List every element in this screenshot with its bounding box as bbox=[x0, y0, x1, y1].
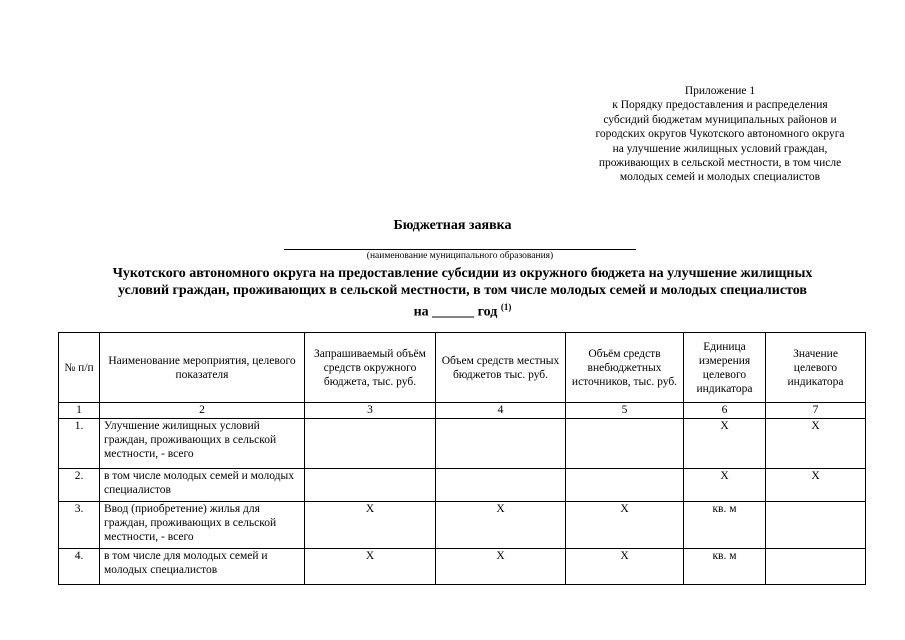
column-number: 6 bbox=[684, 403, 766, 419]
row-extrabudgetary bbox=[566, 419, 684, 469]
column-number-row bbox=[59, 403, 866, 419]
header-unit: Единица измерения целевого индикатора bbox=[684, 333, 766, 403]
appendix-block bbox=[560, 84, 880, 185]
header-name: Наименование мероприятия, целевого показателя bbox=[100, 333, 305, 403]
row-regional-budget: X bbox=[305, 549, 436, 585]
appendix-line: субсидий бюджетам муниципальных районов и bbox=[603, 113, 837, 126]
heading-year-text: на ______ год bbox=[413, 304, 498, 320]
table-row bbox=[59, 502, 866, 549]
row-local-budget bbox=[436, 469, 566, 502]
row-extrabudgetary: X bbox=[566, 502, 684, 549]
row-regional-budget: X bbox=[305, 502, 436, 549]
header-local-budget: Объем средств местных бюджетов тыс. руб. bbox=[436, 333, 566, 403]
row-value: X bbox=[766, 419, 866, 469]
table-row bbox=[59, 549, 866, 585]
row-name: в том числе молодых семей и молодых специалистов bbox=[100, 469, 305, 502]
row-num: 4. bbox=[59, 549, 100, 585]
appendix-line: проживающих в сельской местности, в том числе bbox=[598, 157, 842, 170]
row-unit: X bbox=[684, 419, 766, 469]
row-num: 3. bbox=[59, 502, 100, 549]
row-local-budget: X bbox=[436, 549, 566, 585]
heading-line: Чукотского автономного округа на предоставление субсидии из окружного бюджета на улучшение жилищных bbox=[112, 266, 813, 281]
column-number: 3 bbox=[305, 403, 436, 419]
row-local-budget bbox=[436, 419, 566, 469]
heading-line-year bbox=[40, 299, 885, 321]
row-local-budget: X bbox=[436, 502, 566, 549]
header-extrabudgetary: Объём средств внебюджетных источников, тыс. руб. bbox=[566, 333, 684, 403]
header-value: Значение целевого индикатора bbox=[766, 333, 866, 403]
appendix-line: Приложение 1 bbox=[684, 85, 756, 97]
municipality-underline bbox=[284, 249, 636, 250]
row-unit: X bbox=[684, 469, 766, 502]
row-extrabudgetary: X bbox=[566, 549, 684, 585]
row-name: Ввод (приобретение) жилья для граждан, проживающих в сельской местности, - всего bbox=[100, 502, 305, 549]
row-name: в том числе для молодых семей и молодых специалистов bbox=[100, 549, 305, 585]
row-unit: кв. м bbox=[684, 502, 766, 549]
row-value bbox=[766, 549, 866, 585]
row-value: X bbox=[766, 469, 866, 502]
municipality-caption: (наименование муниципального образования) bbox=[366, 251, 554, 261]
row-unit: кв. м bbox=[684, 549, 766, 585]
table-row bbox=[59, 469, 866, 502]
column-number: 5 bbox=[566, 403, 684, 419]
table-header-row bbox=[59, 333, 866, 403]
document-heading bbox=[40, 265, 885, 321]
row-name: Улучшение жилищных условий граждан, проживающих в сельской местности, - всего bbox=[100, 419, 305, 469]
appendix-line: на улучшение жилищных условий граждан, bbox=[612, 142, 828, 155]
row-value bbox=[766, 502, 866, 549]
appendix-line: к Порядку предоставления и распределения bbox=[612, 99, 828, 112]
header-num: № п/п bbox=[59, 333, 100, 403]
appendix-line: городских округов Чукотского автономного округа bbox=[595, 128, 845, 141]
row-num: 1. bbox=[59, 419, 100, 469]
table-row bbox=[59, 419, 866, 469]
footnote-marker: (1) bbox=[500, 302, 512, 312]
column-number: 2 bbox=[100, 403, 305, 419]
document-title: Бюджетная заявка bbox=[393, 218, 512, 233]
header-regional-budget: Запрашиваемый объём средств окружного бюджета, тыс. руб. bbox=[305, 333, 436, 403]
budget-table bbox=[58, 332, 866, 585]
row-regional-budget bbox=[305, 469, 436, 502]
heading-line: условий граждан, проживающих в сельской местности, в том числе молодых семей и молодых специалистов bbox=[118, 283, 807, 298]
column-number: 4 bbox=[436, 403, 566, 419]
appendix-line: молодых семей и молодых специалистов bbox=[619, 171, 821, 184]
column-number: 7 bbox=[766, 403, 866, 419]
row-num: 2. bbox=[59, 469, 100, 502]
row-extrabudgetary bbox=[566, 469, 684, 502]
column-number: 1 bbox=[59, 403, 100, 419]
row-regional-budget bbox=[305, 419, 436, 469]
